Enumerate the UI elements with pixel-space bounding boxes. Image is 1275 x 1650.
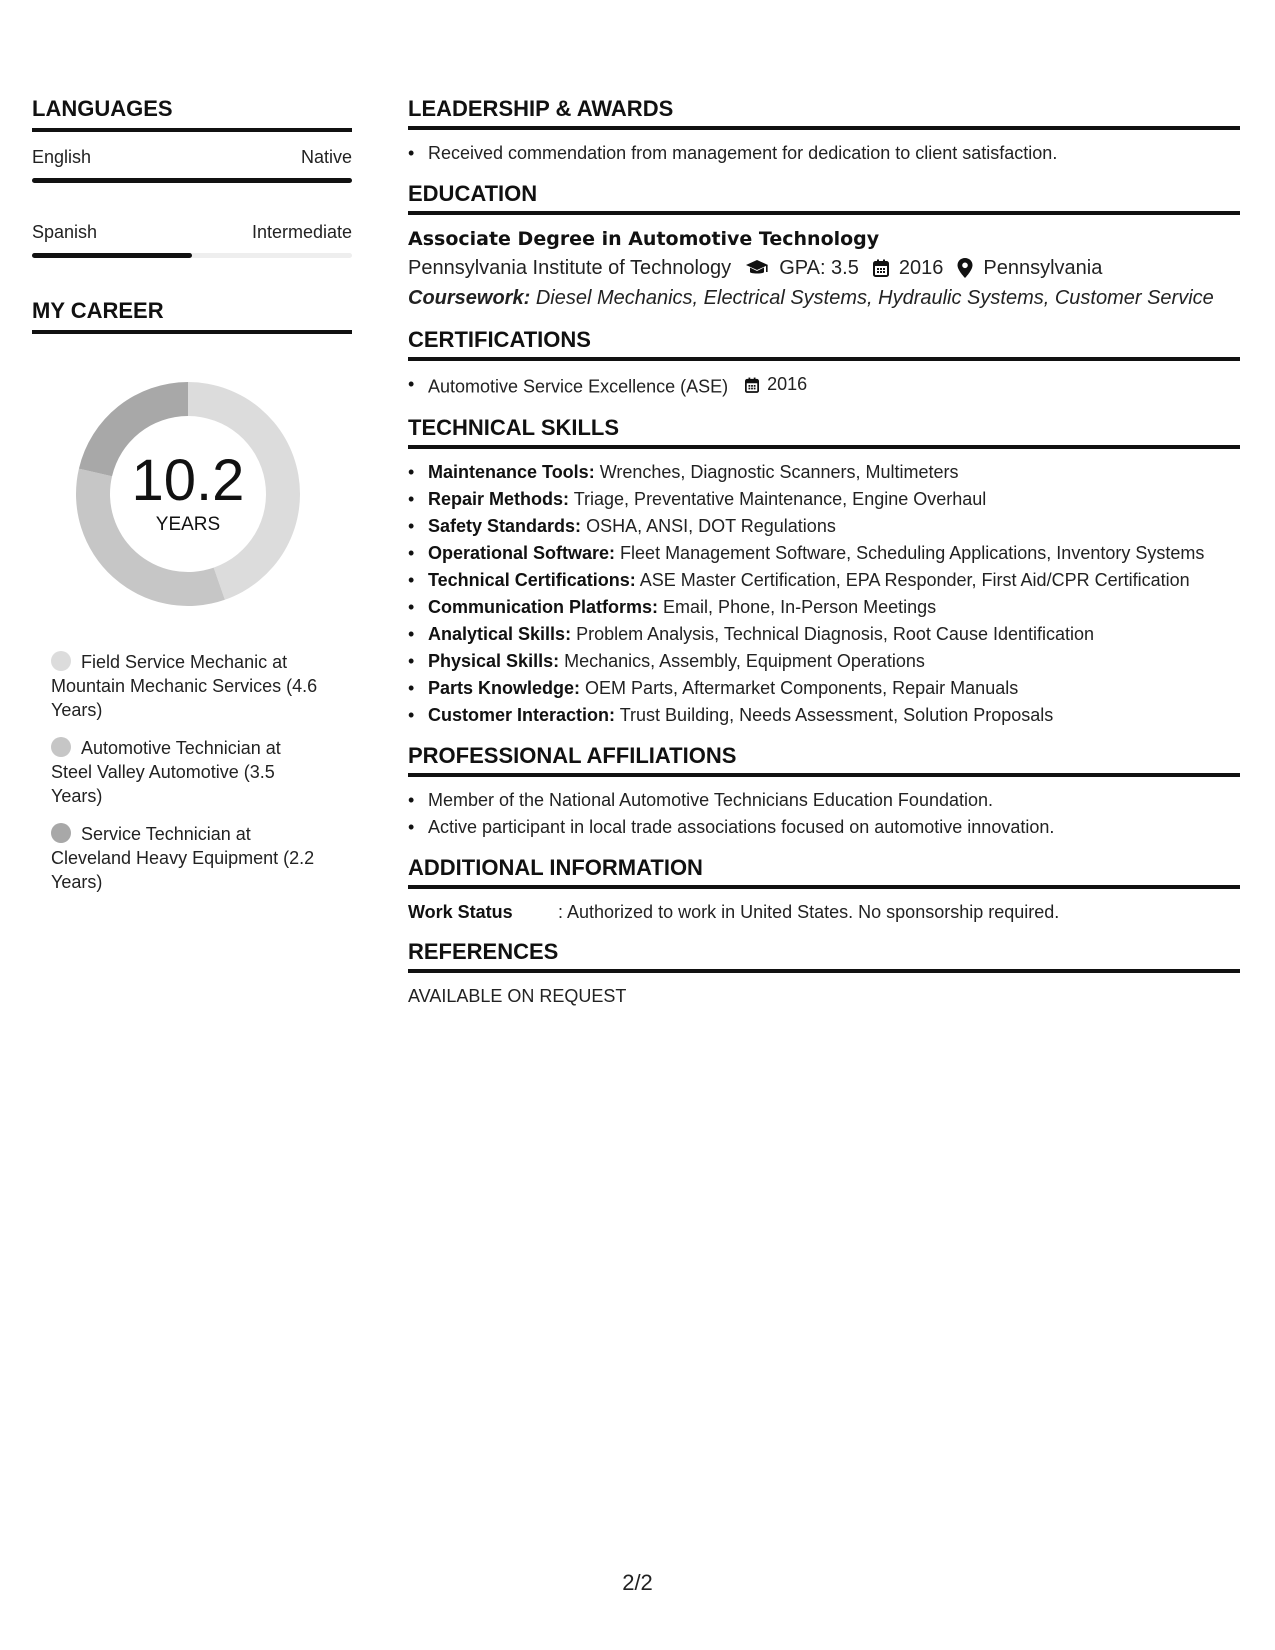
- language-name: Spanish: [32, 222, 98, 242]
- list-item: [408, 675, 1240, 702]
- skill-label: Maintenance Tools:: [428, 461, 595, 482]
- skill-value: OEM Parts, Aftermarket Components, Repair Manuals: [585, 677, 1019, 698]
- skill-label: Safety Standards:: [428, 515, 582, 536]
- education-location: Pennsylvania: [983, 257, 1103, 279]
- additional-info-section: [408, 855, 1240, 925]
- list-item: [408, 621, 1240, 648]
- career-total-unit: YEARS: [155, 514, 221, 535]
- career-heading: MY CAREER: [32, 298, 352, 334]
- education-school: Pennsylvania Institute of Technology: [408, 257, 732, 279]
- list-item: • Received commendation from management for dedication to client satisfaction.: [408, 140, 1240, 167]
- education-details: [408, 253, 1240, 283]
- career-legend-label: Field Service Mechanic at Mountain Mechanic Services (4.6 Years): [51, 652, 318, 720]
- list-item: [408, 371, 1240, 401]
- career-legend-label: Automotive Technician at Steel Valley Automotive (3.5 Years): [51, 738, 281, 806]
- certifications-heading: CERTIFICATIONS: [408, 327, 1240, 361]
- skill-label: Communication Platforms:: [428, 596, 659, 617]
- languages-heading: LANGUAGES: [32, 96, 352, 132]
- skill-label: Physical Skills:: [428, 650, 560, 671]
- languages-section: [32, 96, 352, 258]
- right-column: [408, 96, 1240, 1023]
- skill-value: ASE Master Certification, EPA Responder, First Aid/CPR Certification: [639, 569, 1190, 590]
- affiliations-section: [408, 743, 1240, 841]
- skills-section: [408, 415, 1240, 729]
- list-item: [408, 594, 1240, 621]
- leadership-section: [408, 96, 1240, 167]
- skills-heading: TECHNICAL SKILLS: [408, 415, 1240, 449]
- skill-label: Technical Certifications:: [428, 569, 636, 590]
- leadership-heading: LEADERSHIP & AWARDS: [408, 96, 1240, 130]
- career-total-value: 10.2: [131, 448, 245, 513]
- references-section: [408, 939, 1240, 1009]
- skill-value: Triage, Preventative Maintenance, Engine Overhaul: [573, 488, 987, 509]
- references-text: AVAILABLE ON REQUEST: [408, 985, 627, 1006]
- language-proficiency-fill: [32, 253, 192, 258]
- legend-dot-icon: [51, 737, 71, 757]
- skill-value: Mechanics, Assembly, Equipment Operations: [564, 650, 925, 671]
- list-item: • Active participant in local trade associations focused on automotive innovation.: [408, 814, 1240, 841]
- references-heading: REFERENCES: [408, 939, 1240, 973]
- calendar-icon: [873, 259, 889, 277]
- list-item: [408, 702, 1240, 729]
- skill-label: Operational Software:: [428, 542, 616, 563]
- list-item: [408, 540, 1240, 567]
- graduation-cap-icon: [745, 259, 769, 277]
- additional-info-heading: ADDITIONAL INFORMATION: [408, 855, 1240, 889]
- education-coursework: [408, 283, 1240, 313]
- education-degree: Associate Degree in Automotive Technology: [408, 228, 880, 250]
- legend-dot-icon: [51, 651, 71, 671]
- list-item: [408, 648, 1240, 675]
- language-name: English: [32, 147, 92, 167]
- work-status-label: Work Status: [408, 901, 513, 922]
- skill-value: Email, Phone, In-Person Meetings: [663, 596, 937, 617]
- skill-value: Fleet Management Software, Scheduling Applications, Inventory Systems: [620, 542, 1205, 563]
- list-item: [408, 513, 1240, 540]
- list-item: [408, 567, 1240, 594]
- education-gpa: GPA: 3.5: [779, 257, 859, 279]
- language-proficiency-fill: [32, 178, 352, 183]
- page-number: 2/2: [622, 1570, 653, 1595]
- skill-value: Wrenches, Diagnostic Scanners, Multimeters: [599, 461, 959, 482]
- education-heading: EDUCATION: [408, 181, 1240, 215]
- list-item: • Member of the National Automotive Technicians Education Foundation.: [408, 787, 1240, 814]
- language-item: [32, 146, 352, 183]
- location-pin-icon: [957, 258, 973, 278]
- career-legend-item: [51, 736, 322, 808]
- skill-label: Repair Methods:: [428, 488, 570, 509]
- language-level: Intermediate: [251, 222, 352, 242]
- list-item: [408, 486, 1240, 513]
- career-legend: [32, 650, 322, 894]
- language-proficiency-bar: [32, 178, 352, 183]
- education-year: 2016: [898, 257, 944, 279]
- skill-value: Problem Analysis, Technical Diagnosis, Root Cause Identification: [576, 623, 1095, 644]
- legend-dot-icon: [51, 823, 71, 843]
- skill-value: Trust Building, Needs Assessment, Solution Proposals: [619, 704, 1054, 725]
- language-level: Native: [300, 147, 352, 167]
- certification-year: 2016: [767, 374, 808, 394]
- career-legend-item: [51, 822, 322, 894]
- skill-label: Analytical Skills:: [428, 623, 572, 644]
- coursework-list: Diesel Mechanics, Electrical Systems, Hydraulic Systems, Customer Service: [535, 287, 1214, 309]
- career-legend-label: Service Technician at Cleveland Heavy Equipment (2.2 Years): [51, 824, 315, 892]
- certifications-section: [408, 327, 1240, 401]
- certification-name: Automotive Service Excellence (ASE): [428, 376, 729, 397]
- skill-label: Customer Interaction:: [428, 704, 616, 725]
- skill-label: Parts Knowledge:: [428, 677, 581, 698]
- calendar-icon: [745, 377, 763, 393]
- left-column: [32, 96, 352, 908]
- skill-value: OSHA, ANSI, DOT Regulations: [586, 515, 836, 536]
- language-item: [32, 221, 352, 258]
- career-donut-chart: [68, 374, 308, 614]
- work-status-row: [408, 899, 1240, 925]
- work-status-value: : Authorized to work in United States. No sponsorship required.: [558, 901, 1060, 922]
- list-item: [408, 459, 1240, 486]
- education-section: [408, 181, 1240, 313]
- language-list: [32, 146, 352, 258]
- career-legend-item: [51, 650, 322, 722]
- career-section: [32, 298, 352, 894]
- language-proficiency-bar: [32, 253, 352, 258]
- coursework-label: Coursework:: [408, 287, 531, 309]
- affiliations-heading: PROFESSIONAL AFFILIATIONS: [408, 743, 1240, 777]
